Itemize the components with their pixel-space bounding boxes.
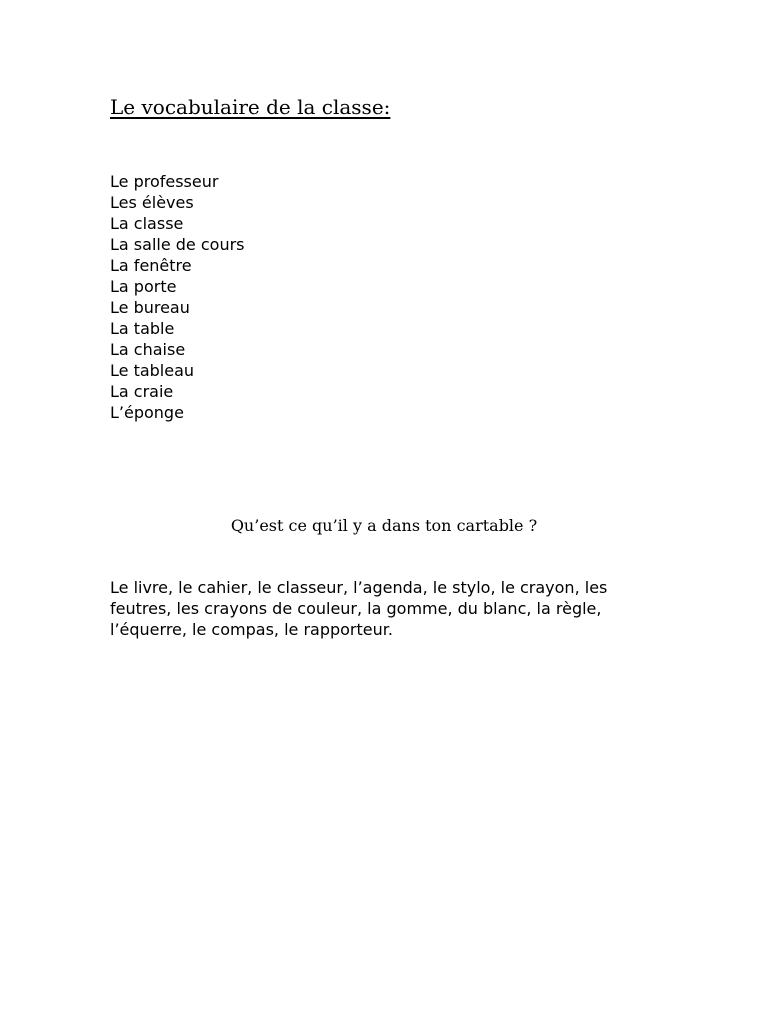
list-item: La salle de cours [110,235,245,254]
list-item: Le professeur [110,172,219,191]
list-item: La table [110,319,175,338]
list-item: La chaise [110,340,186,359]
list-item: L’éponge [110,403,184,422]
section-heading [0,515,768,537]
list-item: Les élèves [110,193,194,212]
list-item: Le bureau [110,298,190,317]
vocabulary-list [110,171,245,423]
list-item: Le tableau [110,361,195,380]
list-item: La fenêtre [110,256,192,275]
cartable-items-paragraph: Le livre, le cahier, le classeur, l’agenda, le stylo, le crayon, les feutres, les crayons de couleur, la gomme, du blanc, la règle, l’équerre, le compas, le rapporteur. [110,578,608,639]
list-item: La craie [110,382,174,401]
list-item: La classe [110,214,184,233]
section-heading-text: Qu’est ce qu’il y a dans ton cartable ? [230,516,538,535]
list-item: La porte [110,277,177,296]
page-title: Le vocabulaire de la classe: [110,95,391,119]
